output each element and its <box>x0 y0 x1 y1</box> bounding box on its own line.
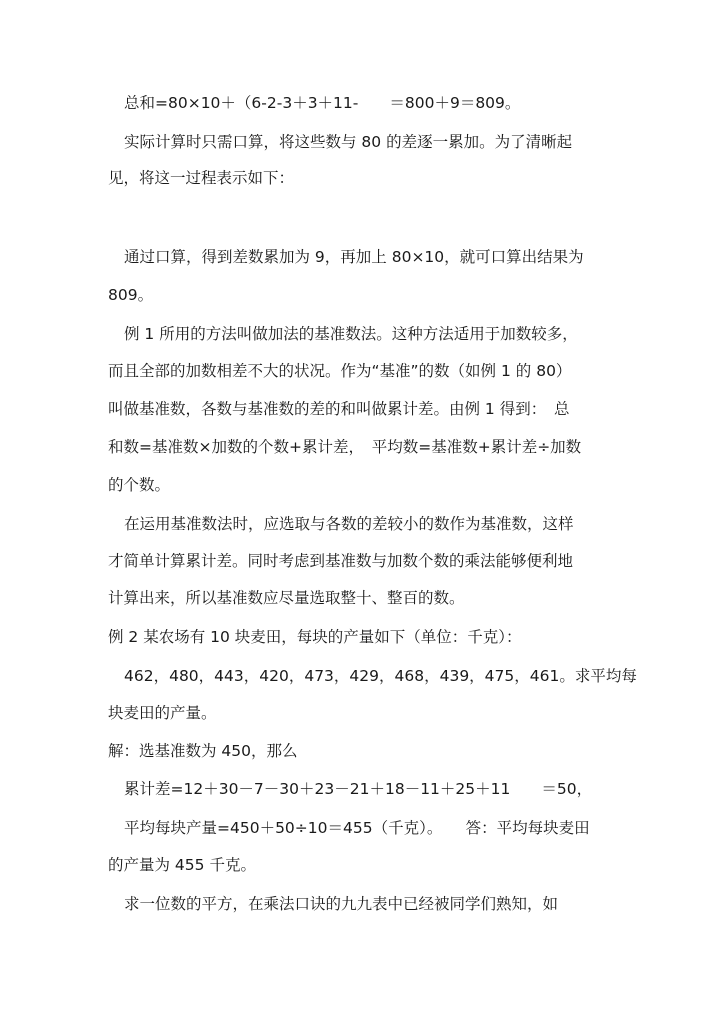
text-line: 通过口算，得到差数累加为 9，再加上 80×10，就可口算出结果为 <box>124 248 584 266</box>
text-line: 块麦田的产量。 <box>108 704 217 722</box>
text-line: 总和=80×10＋（6-2-3＋3＋11- ＝800＋9＝809。 <box>124 94 521 112</box>
text-line: 在运用基准数法时，应选取与各数的差较小的数作为基准数，这样 <box>124 515 574 533</box>
text-line: 累计差=12＋30－7－30＋23－21＋18－11＋25＋11 ＝50， <box>124 780 593 798</box>
text-line: 的个数。 <box>108 476 171 494</box>
text-line: 而且全部的加数相差不大的状况。作为“基准”的数（如例 1 的 80） <box>108 362 572 380</box>
text-line: 解：选基准数为 450，那么 <box>108 742 298 760</box>
text-line: 的产量为 455 千克。 <box>108 856 256 874</box>
text-line: 462，480，443，420，473，429，468，439，475，461。求平均每 <box>124 667 637 685</box>
text-line: 809。 <box>108 286 154 304</box>
text-line: 才简单计算累计差。同时考虑到基准数与加数个数的乘法能够便利地 <box>108 552 574 570</box>
text-line: 实际计算时只需口算，将这些数与 80 的差逐一累加。为了清晰起 <box>124 133 573 151</box>
text-line: 例 1 所用的方法叫做加法的基准数法。这种方法适用于加数较多， <box>124 325 578 343</box>
text-line: 求一位数的平方，在乘法口诀的九九表中已经被同学们熟知，如 <box>124 895 559 913</box>
text-line: 平均每块产量=450＋50÷10＝455（千克）。 答：平均每块麦田 <box>124 819 590 837</box>
text-line: 和数=基准数×加数的个数+累计差， 平均数=基准数+累计差÷加数 <box>108 438 582 456</box>
text-line: 叫做基准数，各数与基准数的差的和叫做累计差。由例 1 得到： 总 <box>108 400 570 418</box>
text-line: 见，将这一过程表示如下： <box>108 169 295 187</box>
text-line: 计算出来，所以基准数应尽量选取整十、整百的数。 <box>108 589 465 607</box>
text-line: 例 2 某农场有 10 块麦田，每块的产量如下（单位：千克）： <box>108 628 522 646</box>
